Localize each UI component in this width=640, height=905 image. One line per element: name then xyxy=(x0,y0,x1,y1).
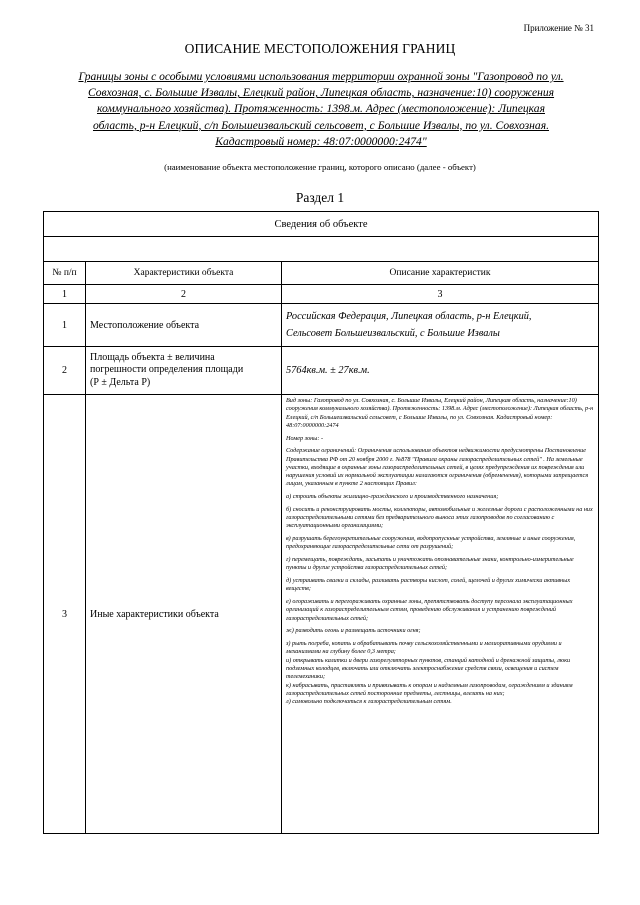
restriction-paragraph: а) строить объекты жилищно-гражданского и производственного назначения; xyxy=(286,493,499,501)
row-characteristic: Иные характеристики объекта xyxy=(86,395,282,834)
restriction-paragraph: д) устраивать свалки и склады, разливать растворы кислот, солей, щелочей и других химически активных веществ; xyxy=(286,577,571,593)
row-description xyxy=(282,395,599,834)
section-title: Раздел 1 xyxy=(295,190,345,205)
restriction-paragraph: ж) разводить огонь и размещать источники огня; xyxy=(286,627,421,635)
row-number: 1 xyxy=(44,304,86,347)
table-row xyxy=(44,395,599,834)
row-number: 3 xyxy=(44,395,86,834)
document-title: ОПИСАНИЕ МЕСТОПОЛОЖЕНИЯ ГРАНИЦ xyxy=(184,41,456,56)
empty-row xyxy=(44,237,599,262)
row-description xyxy=(282,304,599,347)
restriction-paragraph: г) перемещать, повреждать, засыпать и уничтожать опознавательные знаки, контрольно-измерительные пункты и другие устройства газораспределительных сетей; xyxy=(286,556,574,572)
column-header-number: № п/п xyxy=(44,262,86,285)
restriction-paragraph: Содержание ограничений: Ограничения использования объектов недвижимости предусмотрены Постановление Правительства РФ от 20 ноября 2000 г. №878 "Правила охраны газораспределительных сетей" . На земельные участки, входящие в охранные зоны газораспределительных сетей, в целях предупреждения их повреждения или нарушения условий их нормальной эксплуатации налагаются ограничения (обременения), которыми запрещается лицам, указанным в пункте 2 настоящих Правил: xyxy=(286,447,589,488)
description-line: Сельсовет Большеизвальский, с Большие Извалы xyxy=(286,328,500,339)
restrictions-text xyxy=(286,397,594,706)
characteristic-line: Площадь объекта ± величина xyxy=(90,352,215,364)
column-header-characteristic: Характеристики объекта xyxy=(86,262,282,285)
appendix-number: Приложение № 31 xyxy=(523,23,594,33)
description-line: Российская Федерация, Липецкая область, р-н Елецкий, xyxy=(286,311,532,322)
row-number: 2 xyxy=(44,347,86,395)
characteristic-line: (Р ± Дельта Р) xyxy=(90,376,151,388)
column-header-row xyxy=(44,262,599,285)
restriction-paragraph: е) огораживать и перегораживать охранные зоны, препятствовать доступу персонала эксплуатационных организаций к газораспределительным сетям, проведению обслуживания и устранению повреждений газораспределительных сетей; xyxy=(286,598,573,622)
restriction-paragraph: в) разрушать берегоукрепительные сооружения, водопропускные устройства, земляные и иные сооружения, предохраняющие газораспределительные сети от разрушений; xyxy=(286,535,576,551)
object-description xyxy=(44,69,598,150)
object-description-line: Границы зоны с особыми условиями использования территории охранной зоны "Газопровод по ул. xyxy=(78,70,564,83)
table-title: Сведения об объекте xyxy=(44,212,599,237)
object-description-line: Кадастровый номер: 48:07:0000000:2474" xyxy=(215,134,427,148)
characteristic-line: погрешности определения площади xyxy=(90,364,244,376)
restriction-paragraph: Вид зоны: Газопровод по ул. Совхозная, с. Большие Извалы, Елецкий район, Липецкая область, назначение:10) сооружения коммунального хозяйства). Протяженность: 1398.м. Адрес (местоположение): Липецкая область, р-н Елецкий, с/п Большеизвальский сельсовет, с Большие Извалы, по ул. Совхозная. Кадастровый номер: 48:07:0000000:2474 xyxy=(286,397,594,429)
object-caption: (наименование объекта местоположение границ, которого описано (далее - объект) xyxy=(164,162,476,172)
object-description-line: область, р-н Елецкий, с/п Большеизвальский сельсовет, с Большие Извалы, по ул. Совхозная. xyxy=(92,118,550,132)
column-number: 3 xyxy=(282,285,599,304)
column-header-description: Описание характеристик xyxy=(282,262,599,285)
table-title-row xyxy=(44,212,599,237)
object-description-line: коммунального хозяйства). Протяженность: 1398.м. Адрес (местоположение): Липецкая xyxy=(96,102,545,116)
row-characteristic: Местоположение объекта xyxy=(86,304,282,347)
column-number: 2 xyxy=(86,285,282,304)
table-row xyxy=(44,347,599,395)
empty-cell xyxy=(44,237,599,262)
object-info-table xyxy=(43,211,599,834)
table-row xyxy=(44,304,599,347)
row-description: 5764кв.м. ± 27кв.м. xyxy=(282,347,599,395)
restriction-paragraph: з) рыть погреба, копать и обрабатывать почву сельскохозяйственными и мелиоративными орудиями и механизмами на глубину более 0,3 метра; и) открывать калитки и двери газорегуляторных пунктов, станций катодной и дренажной защиты, люки подземных колодцев, включать или отключать электроснабжение средств связи, освещения и систем телемеханики; к) набрасывать, приставлять и привязывать к опорам и надземным газопроводам, ограждениям и зданиям газораспределительных сетей посторонние предметы, лестницы, влезать на них; л) самовольно подключаться к газораспределительным сетям. xyxy=(286,640,573,706)
restriction-paragraph: б) сносить и реконструировать мосты, коллекторы, автомобильные и железные дороги с расположенными на них газораспределительными сетями без предварительного выноса этих газопроводов по согласованию с эксплуатационными организациями; xyxy=(286,505,593,530)
column-number: 1 xyxy=(44,285,86,304)
object-description-line: Совхозная, с. Большие Извалы, Елецкий район, Липецкая область, назначение:10) сооружения xyxy=(87,86,555,100)
row-characteristic xyxy=(86,347,282,395)
column-number-row xyxy=(44,285,599,304)
restriction-paragraph: Номер зоны: - xyxy=(286,434,324,442)
